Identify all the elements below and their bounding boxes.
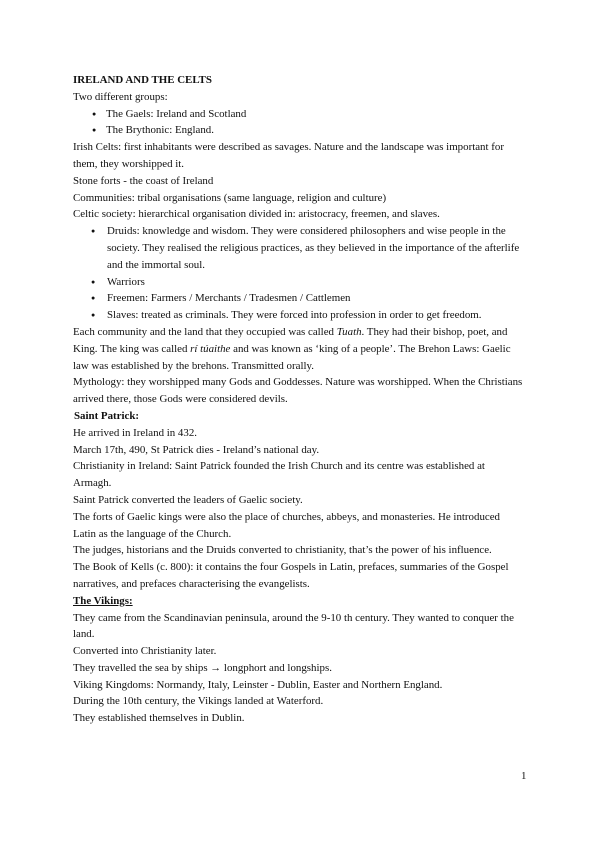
page-number: 1 <box>521 770 527 782</box>
paragraph: He arrived in Ireland in 432. <box>73 426 197 439</box>
list-item: ● Druids: knowledge and wisdom. They were considered philosophers and wise people in the society. They realised the religious practices, as they believed in the importance of the afterlife and the immortal soul. <box>73 223 523 273</box>
paragraph-tuath <box>73 324 523 374</box>
paragraph: Christianity in Ireland: Saint Patrick founded the Irish Church and its centre was established at Armagh. <box>73 460 485 490</box>
list-item: ● Warriors <box>73 274 523 291</box>
list-item: ● The Brythonic: England. <box>73 122 523 139</box>
paragraph: They came from the Scandinavian peninsula, around the 9-10 th century. They wanted to conquer the land. <box>73 611 514 641</box>
list-item: ● Slaves: treated as criminals. They were forced into profession in order to get freedom. <box>73 307 523 324</box>
groups-list <box>73 106 523 140</box>
list-item: ● The Gaels: Ireland and Scotland <box>73 106 523 123</box>
paragraph: The judges, historians and the Druids converted to christianity, that’s the power of his influence. <box>73 544 492 557</box>
tuath-text: and was known as ‘king of a people’. The Brehon Laws: Gaelic law was established by the brehons. Transmitted orally. <box>73 342 511 372</box>
tuath-term: Tuath <box>336 325 362 338</box>
document-page <box>73 72 523 727</box>
paragraph: The forts of Gaelic kings were also the place of churches, abbeys, and monasteries. He introduced Latin as the language of the Church. <box>73 510 501 540</box>
paragraph: During the 10th century, the Vikings landed at Waterford. <box>73 695 324 708</box>
tuath-text: . They had their bishop, poet, and King. The king was called <box>73 325 508 355</box>
paragraph: They travelled the sea by ships → longphort and longships. <box>73 661 332 674</box>
paragraph: They established themselves in Dublin. <box>73 712 245 725</box>
list-item: ● Freemen: Farmers / Merchants / Tradesmen / Cattlemen <box>73 290 523 307</box>
paragraph-stone-forts: Stone forts - the coast of Ireland <box>73 174 214 187</box>
king-term: rí túaithe <box>190 342 231 355</box>
society-list <box>73 223 523 324</box>
paragraph-irish-celts: Irish Celts: first inhabitants were described as savages. Nature and the landscape was important for them, they worshipped it. <box>73 141 504 170</box>
paragraph: The Book of Kells (c. 800): it contains the four Gospels in Latin, prefaces, summaries of the Gospel narratives, and prefaces characterising the evangelists. <box>73 561 509 590</box>
section-heading-saint-patrick: Saint Patrick: <box>74 409 140 422</box>
section-heading-vikings: The Vikings: <box>73 594 133 607</box>
document-title: IRELAND AND THE CELTS <box>73 74 212 86</box>
intro-line: Two different groups: <box>73 90 168 103</box>
paragraph: March 17th, 490, St Patrick dies - Ireland’s national day. <box>73 443 320 456</box>
paragraph-celtic-society: Celtic society: hierarchical organisation divided in: aristocracy, freemen, and slaves. <box>73 208 440 221</box>
paragraph: Viking Kingdoms: Normandy, Italy, Leinster - Dublin, Easter and Northern England. <box>73 678 443 691</box>
paragraph-communities: Communities: tribal organisations (same language, religion and culture) <box>73 191 387 204</box>
paragraph: Saint Patrick converted the leaders of Gaelic society. <box>73 493 303 506</box>
tuath-text: Each community and the land that they occupied was called <box>73 325 337 338</box>
paragraph-mythology: Mythology: they worshipped many Gods and Goddesses. Nature was worshipped. When the Christians arrived there, those Gods were considered devils. <box>73 376 523 406</box>
paragraph: Converted into Christianity later. <box>73 645 217 658</box>
